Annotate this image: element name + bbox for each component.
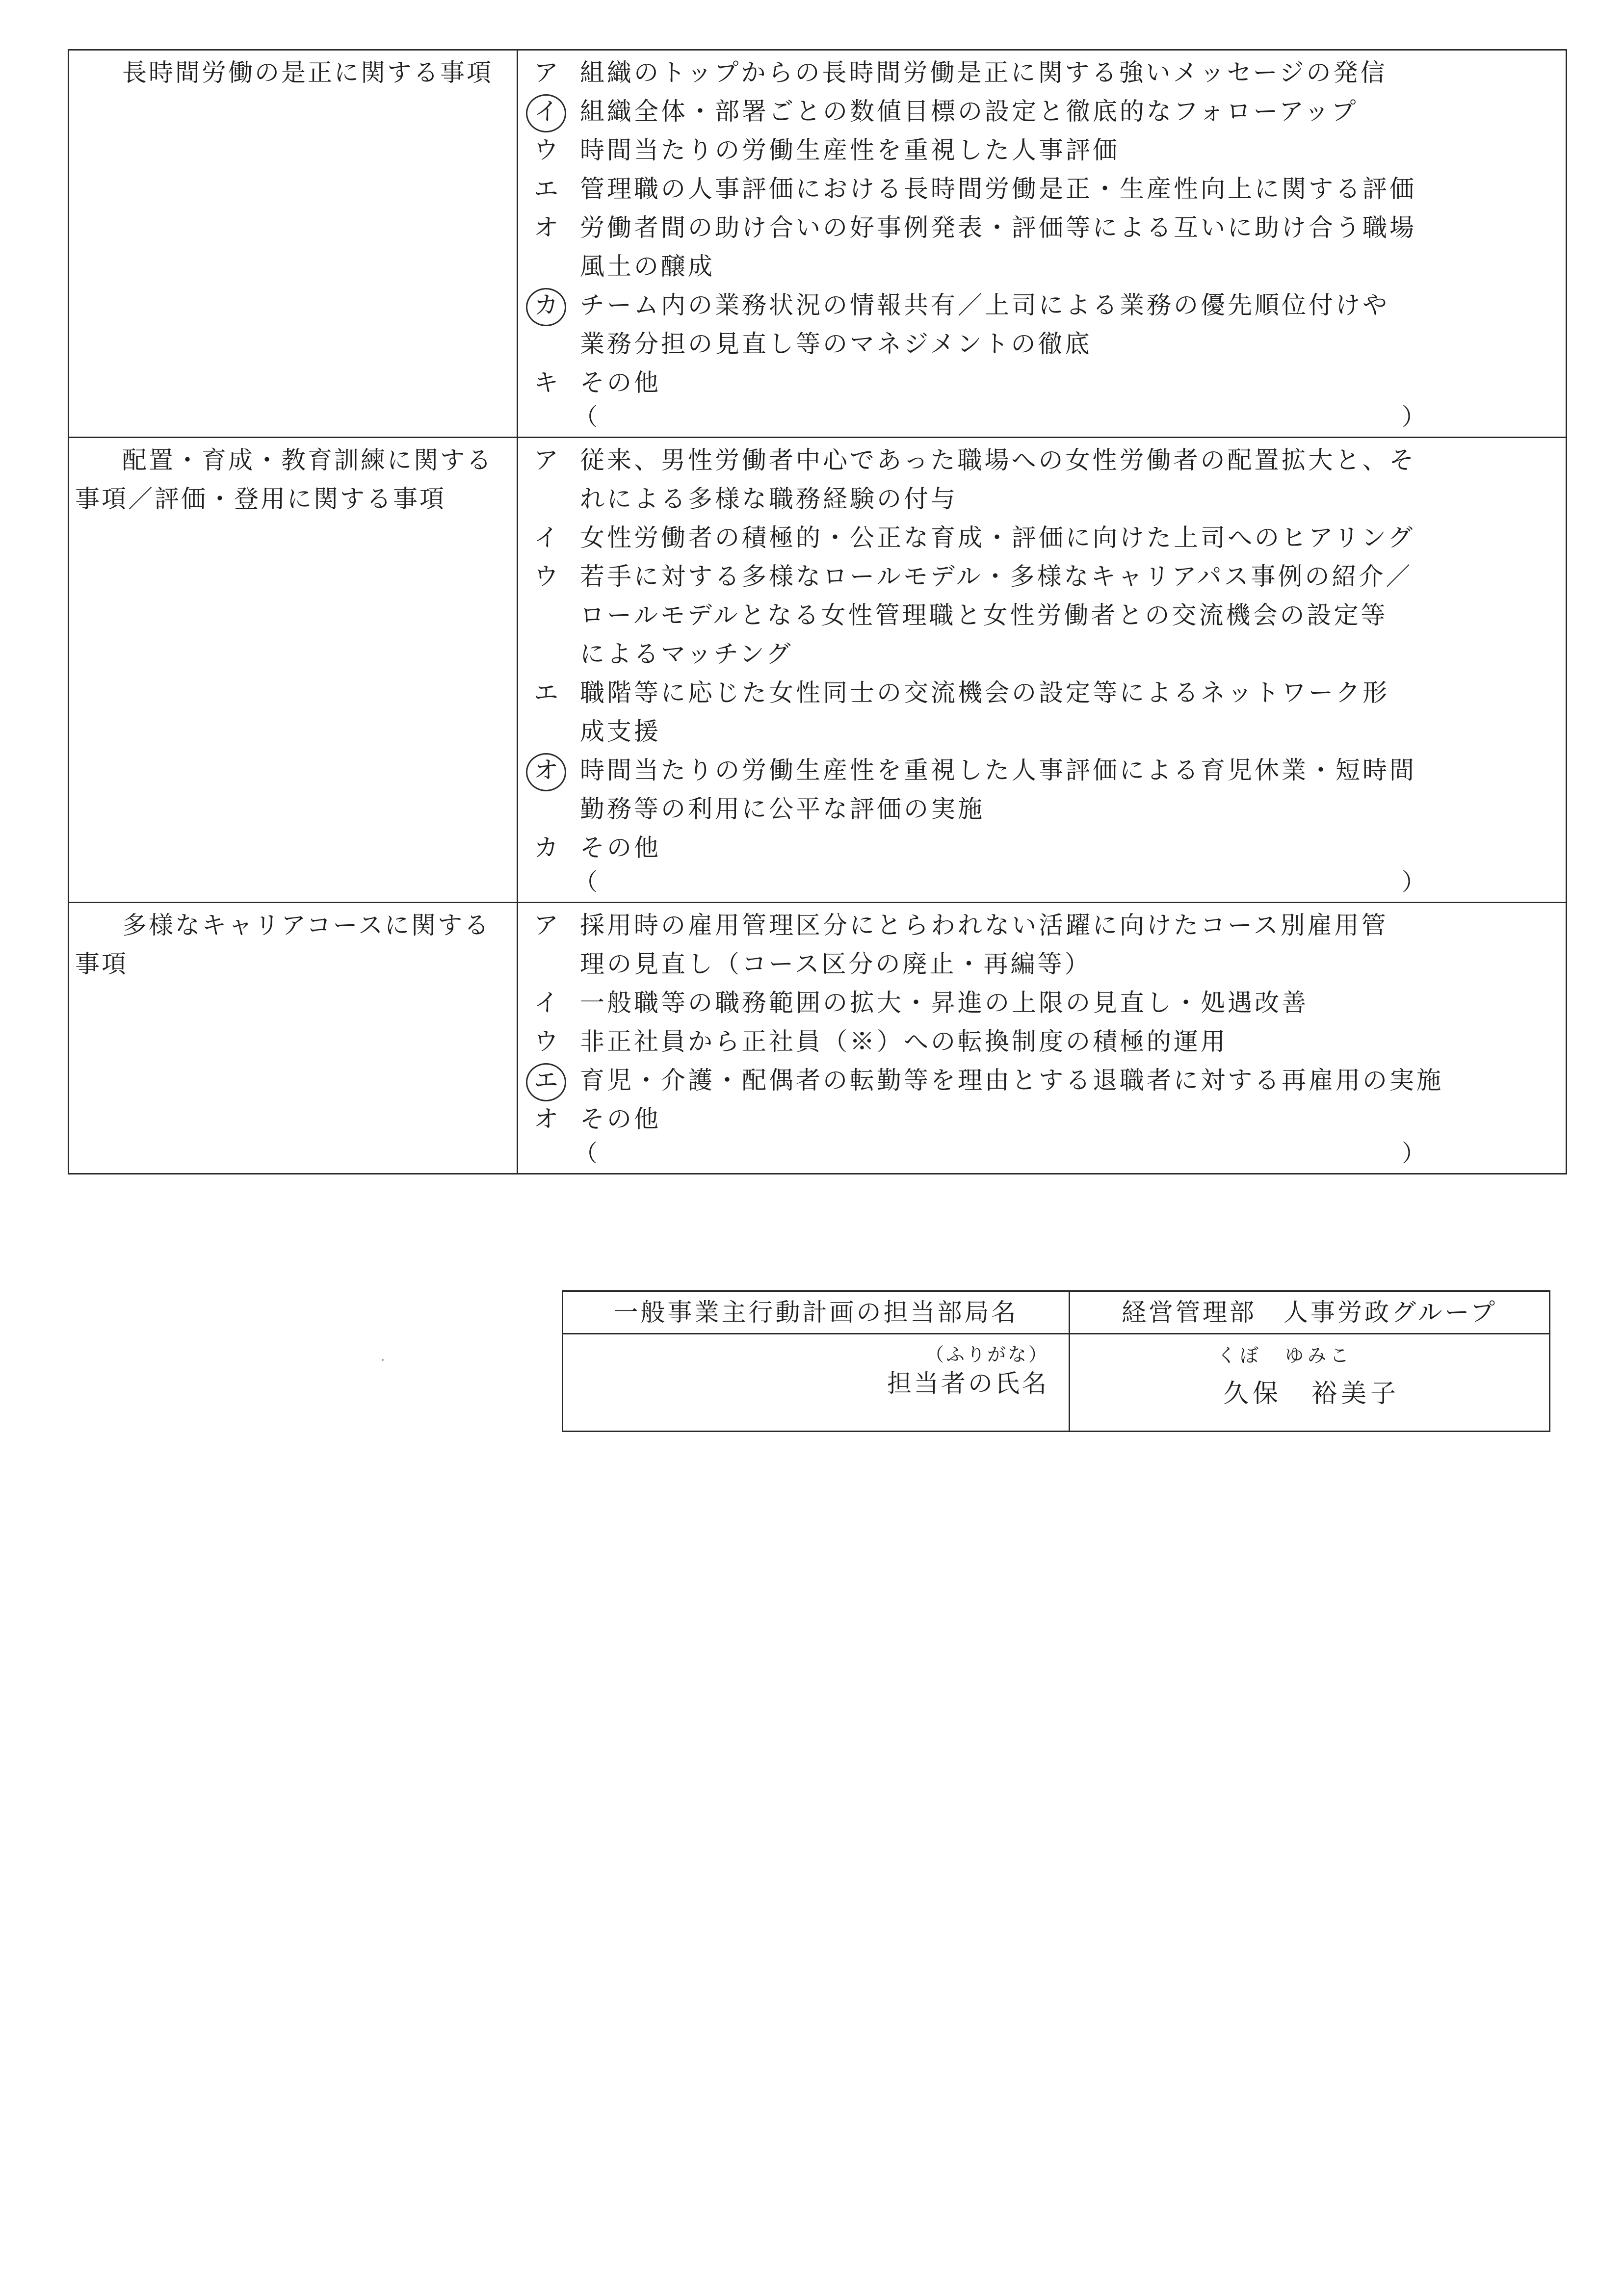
section-row [69, 50, 1567, 438]
option-line [527, 674, 1548, 712]
option-text: 労働者間の助け合いの好事例発表・評価等による互いに助け合う職場 [580, 213, 1416, 242]
option-line [527, 92, 1548, 131]
other-input-parens [527, 402, 1548, 437]
option-mark-spacer [527, 712, 580, 751]
option-line [527, 325, 1548, 364]
option-mark-spacer [527, 596, 580, 635]
category-label: 多様なキャリアコースに関する事項 [75, 911, 491, 978]
option-line [527, 596, 1548, 635]
contact-dept-label-cell [563, 1291, 1070, 1334]
option-mark-spacer [527, 635, 580, 674]
option-text: チーム内の業務状況の情報共有／上司による業務の優先順位付けや [580, 291, 1389, 319]
option-text: 理の見直し（コース区分の廃止・再編等） [580, 950, 1092, 978]
option-mark-circled: エ [527, 1061, 580, 1100]
option-mark: エ [534, 175, 561, 203]
option-line [527, 131, 1548, 170]
contact-name-label-cell [563, 1334, 1070, 1432]
option-mark-spacer [527, 247, 580, 286]
category-cell [69, 903, 518, 1174]
options-cell [518, 438, 1567, 903]
option-line [527, 170, 1548, 209]
option-line [527, 945, 1548, 984]
option-line [527, 480, 1548, 519]
options-list [518, 438, 1566, 902]
contact-dept-value-cell [1070, 1291, 1550, 1334]
paren-close: ） [1401, 868, 1425, 896]
option-text: 時間当たりの労働生産性を重視した人事評価 [580, 136, 1120, 164]
option-text: 採用時の雇用管理区分にとらわれない活躍に向けたコース別雇用管 [580, 911, 1388, 939]
option-mark: キ [534, 368, 561, 397]
options-list [518, 903, 1566, 1173]
category-label: 配置・育成・教育訓練に関する事項／評価・登用に関する事項 [75, 446, 493, 513]
option-text: 女性労働者の積極的・公正な育成・評価に向けた上司へのヒアリング [580, 523, 1415, 552]
option-text: によるマッチング [580, 640, 793, 668]
option-text: その他 [580, 1105, 661, 1133]
paren-close: ） [1401, 1140, 1425, 1167]
paren-open: （ [574, 403, 598, 431]
option-mark: ア [534, 911, 561, 939]
option-text: その他 [580, 834, 661, 862]
option-mark: オ [534, 213, 561, 242]
option-line [527, 829, 1548, 867]
furigana-label: （ふりがな） [925, 1344, 1049, 1365]
name-reading: くぼ ゆみこ [1217, 1345, 1353, 1366]
option-line [527, 53, 1548, 92]
option-line [527, 364, 1548, 402]
option-line [527, 441, 1548, 480]
option-mark-spacer [527, 480, 580, 519]
option-line [527, 635, 1548, 674]
option-mark: ア [534, 446, 561, 474]
option-line [527, 984, 1548, 1022]
action-plan-table [68, 49, 1567, 1174]
option-mark: ウ [534, 562, 561, 591]
option-text: れによる多様な職務経験の付与 [580, 485, 958, 513]
category-cell [69, 50, 518, 438]
option-line [527, 209, 1548, 247]
option-text: 育児・介護・配偶者の転勤等を理由とする退職者に対する再雇用の実施 [580, 1066, 1443, 1095]
option-text: 従来、男性労働者中心であった職場への女性労働者の配置拡大と、そ [580, 446, 1416, 474]
category-label: 長時間労働の是正に関する事項 [122, 58, 493, 87]
option-mark: エ [534, 678, 561, 707]
name-label: 担当者の氏名 [887, 1369, 1049, 1398]
option-text: 一般職等の職務範囲の拡大・昇進の上限の見直し・処遇改善 [580, 989, 1309, 1017]
option-mark-circled: カ [527, 286, 580, 325]
option-mark: ウ [534, 1027, 561, 1056]
paren-close: ） [1401, 403, 1425, 431]
option-mark-spacer [527, 945, 580, 984]
option-text: 業務分担の見直し等のマネジメントの徹底 [580, 330, 1092, 358]
scan-speck [382, 1359, 384, 1361]
option-text: 勤務等の利用に公平な評価の実施 [580, 795, 985, 823]
option-text: 風土の醸成 [580, 252, 715, 281]
option-line [527, 286, 1548, 325]
option-line [527, 1022, 1548, 1061]
option-text: 組織全体・部署ごとの数値目標の設定と徹底的なフォローアップ [580, 97, 1359, 126]
paren-open: （ [574, 1140, 598, 1167]
contact-name-row [563, 1334, 1550, 1432]
options-cell [518, 903, 1567, 1174]
option-text: 若手に対する多様なロールモデル・多様なキャリアパス事例の紹介／ [580, 562, 1413, 591]
options-list [518, 51, 1566, 437]
contact-table [562, 1290, 1550, 1432]
contact-name-value-cell [1070, 1334, 1550, 1432]
dept-label: 一般事業主行動計画の担当部局名 [613, 1298, 1019, 1327]
options-cell [518, 50, 1567, 438]
section-row [69, 438, 1567, 903]
option-line [527, 557, 1548, 596]
option-text: 成支援 [580, 717, 661, 746]
other-input-parens [527, 1139, 1548, 1173]
option-text: ロールモデルとなる女性管理職と女性労働者との交流機会の設定等 [580, 601, 1388, 629]
option-mark: イ [534, 989, 561, 1017]
option-text: 職階等に応じた女性同士の交流機会の設定等によるネットワーク形 [580, 678, 1389, 707]
option-mark-circled: イ [527, 92, 580, 131]
option-mark-spacer [527, 325, 580, 364]
option-mark: オ [534, 1105, 561, 1133]
option-line [527, 247, 1548, 286]
option-text: 管理職の人事評価における長時間労働是正・生産性向上に関する評価 [580, 175, 1416, 203]
option-mark-circled: オ [527, 751, 580, 790]
dept-value: 経営管理部 人事労政グループ [1122, 1298, 1497, 1327]
option-line [527, 1061, 1548, 1100]
option-line [527, 906, 1548, 945]
option-line [527, 790, 1548, 829]
option-line [527, 519, 1548, 557]
option-text: 非正社員から正社員（※）への転換制度の積極的運用 [580, 1027, 1228, 1056]
section-row [69, 903, 1567, 1174]
option-text: 時間当たりの労働生産性を重視した人事評価による育児休業・短時間 [580, 756, 1416, 784]
option-mark: イ [534, 523, 561, 552]
name-value: 久保 裕美子 [1223, 1379, 1400, 1409]
option-line [527, 751, 1548, 790]
option-line [527, 1100, 1548, 1139]
option-mark: カ [534, 834, 561, 862]
paren-open: （ [574, 868, 598, 896]
other-input-parens [527, 867, 1548, 902]
option-text: その他 [580, 368, 661, 397]
option-mark-spacer [527, 790, 580, 829]
contact-dept-row [563, 1291, 1550, 1334]
category-cell [69, 438, 518, 903]
option-text: 組織のトップからの長時間労働是正に関する強いメッセージの発信 [580, 58, 1388, 87]
option-mark: ウ [534, 136, 561, 164]
option-line [527, 712, 1548, 751]
option-mark: ア [534, 58, 561, 87]
